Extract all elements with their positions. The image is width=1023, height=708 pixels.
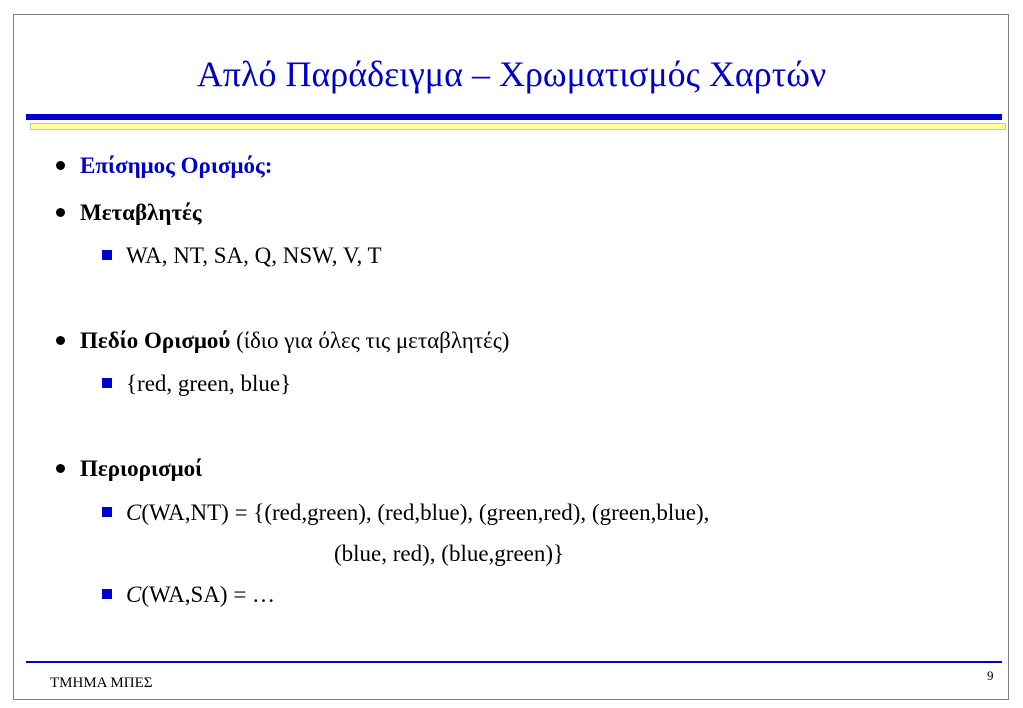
footer-department: ΤΜΗΜΑ ΜΠΕΣ	[50, 675, 153, 691]
constraint-wa-nt-pairs: (WA,NT) = {(red,green), (red,blue), (green,red), (green,blue),	[141, 500, 710, 525]
slide-title: Απλό Παράδειγμα – Χρωματισμός Χαρτών	[196, 54, 827, 94]
constraint-wa-sa-value: (WA,SA) = …	[141, 582, 276, 607]
title-underline-yellow	[30, 123, 1006, 130]
constraints-heading: Περιορισμοί	[80, 456, 203, 481]
bullet-dot-icon	[56, 464, 65, 473]
bullet-square-icon	[102, 378, 112, 388]
constraint-function-c: C	[126, 500, 142, 525]
bullet-square-icon	[102, 507, 112, 517]
title-underline-blue	[26, 114, 1002, 120]
bullet-square-icon	[102, 589, 112, 599]
constraint-wa-sa	[126, 581, 275, 609]
variables-heading: Μεταβλητές	[80, 200, 202, 225]
constraint-function-c: C	[126, 582, 142, 607]
domain-values: {red, green, blue}	[126, 371, 292, 396]
page-number: 9	[987, 668, 994, 683]
bullet-dot-icon	[56, 336, 65, 345]
constraint-wa-nt	[126, 499, 709, 527]
bullet-dot-icon	[56, 208, 65, 217]
variables-list: WA, NT, SA, Q, NSW, V, T	[126, 243, 382, 268]
domain-line	[80, 327, 509, 355]
bullet-dot-icon	[56, 161, 65, 170]
bullet-square-icon	[102, 250, 112, 260]
domain-heading: Πεδίο Ορισμού	[80, 328, 231, 353]
formal-definition-heading: Επίσημος Ορισμός:	[80, 153, 273, 178]
footer-rule	[26, 661, 1002, 663]
domain-note: (ίδιο για όλες τις μεταβλητές)	[230, 328, 510, 353]
constraint-wa-nt-continued: (blue, red), (blue,green)}	[334, 541, 565, 566]
